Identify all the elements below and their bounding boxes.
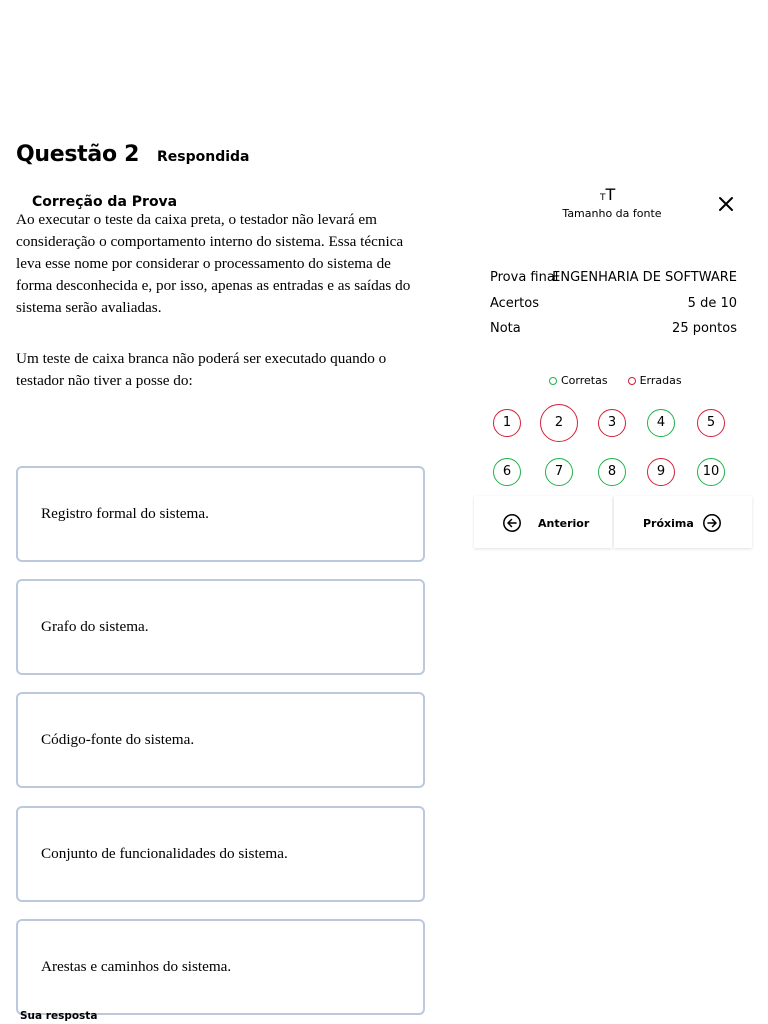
font-size-icon: TT	[600, 185, 616, 204]
question-number-1[interactable]: 1	[493, 409, 521, 437]
navigation-bar	[474, 496, 750, 548]
wrong-dot-icon	[628, 377, 636, 385]
grade-value: 25 pontos	[672, 321, 737, 336]
question-number-3[interactable]: 3	[598, 409, 626, 437]
exam-value: ENGENHARIA DE SOFTWARE	[552, 270, 737, 285]
legend	[549, 373, 682, 387]
option-label: Código-fonte do sistema.	[41, 731, 195, 748]
legend-correct: Corretas	[561, 373, 608, 387]
option-a[interactable]	[16, 466, 425, 562]
question-status: Respondida	[157, 149, 250, 165]
legend-wrong: Erradas	[639, 373, 682, 387]
option-label: Grafo do sistema.	[41, 618, 149, 635]
font-size-button[interactable]	[556, 186, 668, 226]
previous-button[interactable]	[474, 496, 612, 548]
option-label: Arestas e caminhos do sistema.	[41, 958, 232, 975]
question-number-7[interactable]: 7	[545, 458, 573, 486]
question-number-4[interactable]: 4	[647, 409, 675, 437]
option-label: Conjunto de funcionalidades do sistema.	[41, 845, 288, 862]
close-icon	[715, 193, 737, 215]
your-answer-label: Sua resposta	[20, 1010, 98, 1022]
arrow-left-circle-icon	[502, 513, 522, 533]
correct-dot-icon	[549, 377, 557, 385]
question-text: Ao executar o teste da caixa preta, o testador não levará em consideração o comportamento interno do sistema. Essa técnica leva esse nome por considerar o processamento do sistema de forma desconhecida e, por isso, apenas as entradas e as saídas do sistema serão avaliadas.	[16, 211, 411, 316]
option-d[interactable]	[16, 806, 425, 902]
hits-label: Acertos	[490, 296, 539, 311]
question-number-2[interactable]: 2	[540, 404, 578, 442]
font-size-label: Tamanho da fonte	[562, 207, 662, 220]
grade-label: Nota	[490, 321, 521, 336]
previous-label: Anterior	[538, 517, 590, 530]
section-title: Correção da Prova	[32, 194, 178, 210]
exam-label: Prova final	[490, 270, 559, 285]
option-e[interactable]	[16, 919, 425, 1015]
option-b[interactable]	[16, 579, 425, 675]
question-number-9[interactable]: 9	[647, 458, 675, 486]
question-number-10[interactable]: 10	[697, 458, 725, 486]
next-label: Próxima	[643, 517, 694, 530]
question-title: Questão 2	[16, 142, 140, 167]
question-number-8[interactable]: 8	[598, 458, 626, 486]
option-c[interactable]	[16, 692, 425, 788]
question-prompt: Um teste de caixa branca não poderá ser executado quando o testador não tiver a posse do:	[16, 350, 387, 389]
question-number-6[interactable]: 6	[493, 458, 521, 486]
question-number-5[interactable]: 5	[697, 409, 725, 437]
close-button[interactable]	[715, 193, 737, 215]
hits-value: 5 de 10	[687, 296, 737, 311]
next-button[interactable]	[614, 496, 752, 548]
option-label: Registro formal do sistema.	[41, 505, 209, 522]
arrow-right-circle-icon	[702, 513, 722, 533]
